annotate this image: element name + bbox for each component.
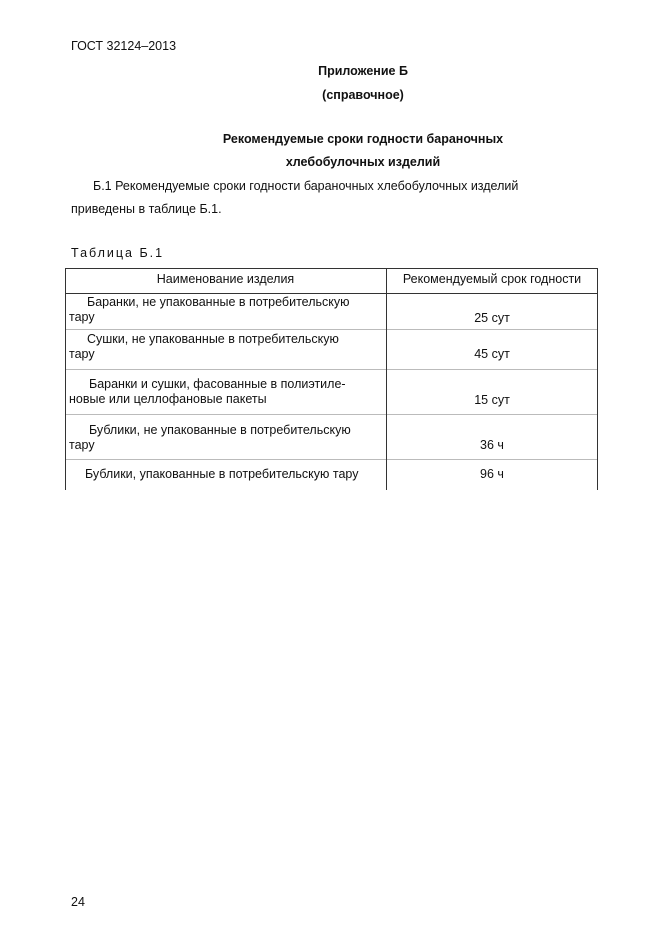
table-border-right <box>597 268 598 490</box>
table-row-4-name-line-2: тару <box>69 438 95 452</box>
table-cut-edge <box>65 490 598 493</box>
table-row-3-name-line-2: новые или целлофановые пакеты <box>69 392 267 406</box>
table-row-3-name-line-1: Баранки и сушки, фасованные в полиэтиле- <box>89 377 346 391</box>
table-header-name: Наименование изделия <box>156 272 295 286</box>
table-row-4-value: 36 ч <box>480 438 504 452</box>
appendix-subtitle: (справочное) <box>322 88 404 102</box>
table-row-2-value: 45 сут <box>474 347 510 361</box>
table-row-2-name-line-2: тару <box>69 347 95 361</box>
table-header-shelf-life: Рекомендуемый срок годности <box>402 272 582 286</box>
appendix-title: Приложение Б <box>318 64 408 78</box>
table-border-top <box>65 268 598 269</box>
paragraph-line-1: Б.1 Рекомендуемые сроки годности бараночных хлебобулочных изделий <box>93 179 519 193</box>
table-row-1-value: 25 сут <box>474 311 510 325</box>
section-title-line-2: хлебобулочных изделий <box>285 155 441 169</box>
table-row-1-name-line-1: Баранки, не упакованные в потребительскую <box>87 295 350 309</box>
page-number: 24 <box>71 895 85 909</box>
row-divider <box>65 459 598 460</box>
table-row-2-name-line-1: Сушки, не упакованные в потребительскую <box>87 332 339 346</box>
table-row-5-value: 96 ч <box>480 467 504 481</box>
table-header-divider <box>65 293 598 294</box>
section-title-line-1: Рекомендуемые сроки годности бараночных <box>222 132 504 146</box>
table-row-5-name-line-1: Бублики, упакованные в потребительскую тару <box>85 467 359 481</box>
table-border-left <box>65 268 66 490</box>
table-row-1-name-line-2: тару <box>69 310 95 324</box>
table-column-divider <box>386 268 387 490</box>
row-divider <box>65 414 598 415</box>
row-divider <box>65 329 598 330</box>
table-row-3-value: 15 сут <box>474 393 510 407</box>
document-header: ГОСТ 32124–2013 <box>71 39 177 53</box>
paragraph-line-2: приведены в таблице Б.1. <box>71 202 222 216</box>
table-row-4-name-line-1: Бублики, не упакованные в потребительскую <box>89 423 351 437</box>
table-caption: Таблица Б.1 <box>71 246 165 260</box>
shelf-life-table <box>65 268 598 490</box>
row-divider <box>65 369 598 370</box>
